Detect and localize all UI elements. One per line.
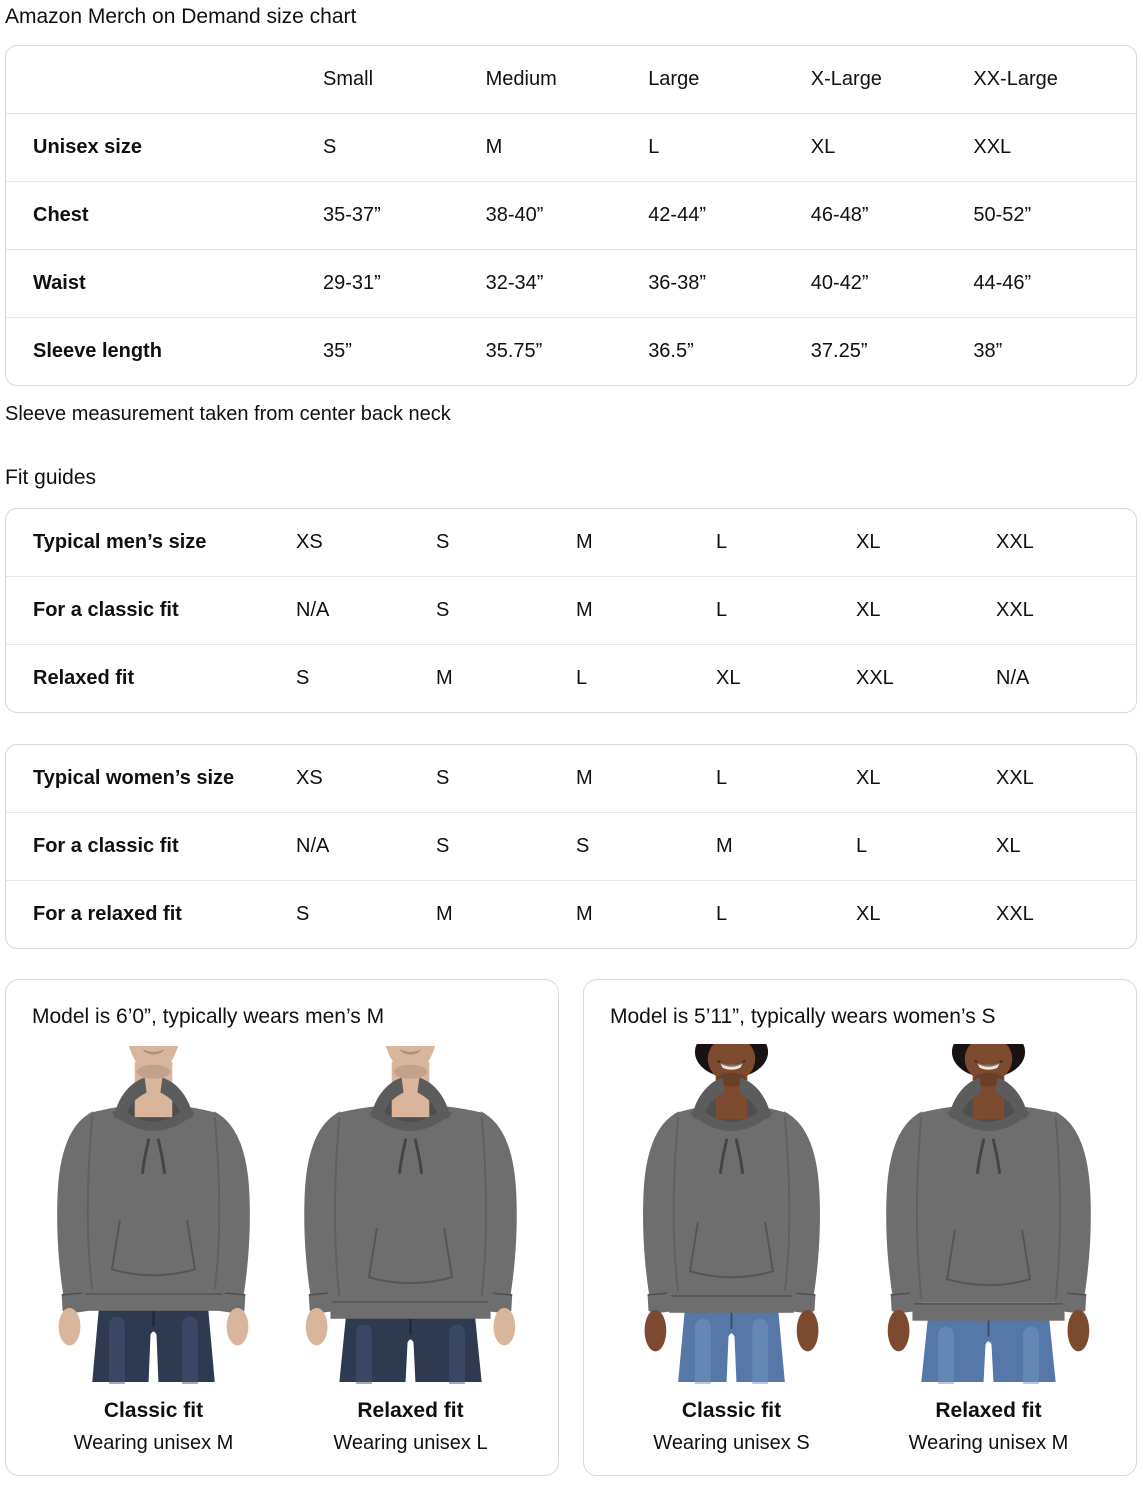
size-cell: XL <box>996 835 1021 857</box>
table-row <box>6 318 1136 386</box>
size-cell: L <box>716 531 728 553</box>
size-cell: M <box>436 903 453 925</box>
size-cell: L <box>716 767 728 789</box>
table-row <box>6 645 1136 713</box>
jeans-wash-left <box>938 1327 954 1384</box>
size-cell: 29-31” <box>323 272 381 294</box>
fit-table-mens <box>5 508 1137 713</box>
hoodie-torso <box>326 1104 494 1301</box>
size-cell: XS <box>296 531 323 553</box>
size-cell: XL <box>856 599 881 621</box>
size-cell: M <box>576 531 593 553</box>
size-cell: XXL <box>996 767 1034 789</box>
size-cell: N/A <box>296 835 330 857</box>
fit-table-womens <box>5 744 1137 949</box>
right-hand <box>493 1308 515 1346</box>
size-cell: XXL <box>996 903 1034 925</box>
size-cell: M <box>436 667 453 689</box>
size-cell: N/A <box>296 599 330 621</box>
table-row <box>6 509 1136 577</box>
row-label: Typical women’s size <box>33 767 235 789</box>
size-cell: 35.75” <box>485 340 543 362</box>
size-cell: L <box>716 599 728 621</box>
size-cell: M <box>576 599 593 621</box>
model-figures-row <box>18 1044 546 1455</box>
figure-caption <box>865 1399 1112 1455</box>
size-cell: 35-37” <box>323 204 381 226</box>
model-card-heading: Model is 5’11”, typically wears women’s S <box>610 1005 996 1028</box>
size-cell: XXL <box>973 136 1012 158</box>
model-figures-row <box>596 1044 1124 1455</box>
table-row <box>6 745 1136 813</box>
figure-caption <box>608 1399 855 1455</box>
jeans-wash-right <box>1023 1327 1039 1384</box>
jeans-wash-left <box>695 1319 711 1384</box>
table-row <box>6 182 1136 250</box>
size-cell: XXL <box>856 667 894 689</box>
size-cell: M <box>576 903 593 925</box>
figure-fit-label: Relaxed fit <box>935 1399 1042 1422</box>
row-label: Relaxed fit <box>33 667 135 689</box>
figure-wearing-label: Wearing unisex M <box>908 1432 1069 1454</box>
model-illustration-svg <box>865 1044 1112 1384</box>
model-figure <box>287 1044 534 1455</box>
size-cell: XL <box>856 903 881 925</box>
jeans-wash-right <box>449 1325 465 1384</box>
left-hand <box>888 1310 910 1351</box>
size-cell: 32-34” <box>485 272 544 294</box>
column-header-large: Large <box>648 68 700 90</box>
jeans-wash-right <box>182 1317 198 1384</box>
hoodie-torso <box>908 1104 1068 1303</box>
hem-band <box>83 1293 223 1311</box>
figure-fit-label: Relaxed fit <box>357 1399 464 1422</box>
size-cell: 36-38” <box>648 272 706 294</box>
row-label: Waist <box>33 272 86 294</box>
size-cell: L <box>716 903 728 925</box>
page-title: Amazon Merch on Demand size chart <box>5 5 357 28</box>
size-cell: S <box>436 599 450 621</box>
model-card-mens <box>5 979 559 1476</box>
size-cell: M <box>485 136 503 158</box>
size-cell: 36.5” <box>648 340 694 362</box>
model-illustration-svg <box>287 1044 534 1384</box>
size-cell: XL <box>716 667 741 689</box>
sleeve-measurement-note: Sleeve measurement taken from center back neck <box>5 403 451 425</box>
size-cell: S <box>323 136 337 158</box>
figure-fit-label: Classic fit <box>681 1399 782 1422</box>
table-row <box>6 881 1136 949</box>
column-header-xlarge: X-Large <box>810 68 882 90</box>
size-cell: XS <box>296 767 323 789</box>
size-cell: 42-44” <box>648 204 706 226</box>
model-illustration-svg <box>608 1044 855 1384</box>
hem-band <box>669 1295 793 1313</box>
size-cell: 38-40” <box>485 204 544 226</box>
right-hand <box>227 1308 249 1346</box>
table-row <box>6 114 1136 182</box>
size-cell: M <box>576 767 593 789</box>
model-cards <box>5 979 1137 1476</box>
size-cell: 37.25” <box>810 340 868 362</box>
model-card-heading: Model is 6’0”, typically wears men’s M <box>32 1005 385 1028</box>
size-cell: 40-42” <box>810 272 869 294</box>
model-card-womens <box>583 979 1137 1476</box>
row-label: Sleeve length <box>33 340 162 362</box>
size-cell: M <box>716 835 733 857</box>
size-chart-table <box>5 45 1137 386</box>
model-photo-relaxed-female <box>865 1044 1112 1384</box>
hoodie-torso <box>665 1104 798 1295</box>
size-cell: S <box>436 767 450 789</box>
size-chart <box>6 46 1136 385</box>
size-cell: L <box>648 136 660 158</box>
size-cell: S <box>436 835 450 857</box>
right-hand <box>1068 1310 1090 1351</box>
column-header-blank <box>6 46 323 114</box>
row-label: For a classic fit <box>33 599 179 621</box>
figure-caption <box>287 1399 534 1455</box>
hem-band <box>912 1303 1064 1321</box>
figure-caption <box>30 1399 277 1455</box>
hem-band <box>330 1301 490 1319</box>
size-cell: 46-48” <box>810 204 869 226</box>
row-label: For a classic fit <box>33 835 179 857</box>
table-row <box>6 813 1136 881</box>
model-illustration-svg <box>30 1044 277 1384</box>
header-row <box>6 46 1136 114</box>
left-hand <box>645 1310 667 1351</box>
model-photo-relaxed-male <box>287 1044 534 1384</box>
model-figure <box>30 1044 277 1455</box>
size-cell: S <box>296 667 310 689</box>
size-cell: 38” <box>973 340 1003 362</box>
model-photo-classic-female <box>608 1044 855 1384</box>
size-cell: S <box>296 903 310 925</box>
size-cell: 35” <box>323 340 352 362</box>
right-hand <box>797 1310 819 1351</box>
fit-guides-heading: Fit guides <box>5 466 97 489</box>
size-cell: N/A <box>996 667 1030 689</box>
figure-wearing-label: Wearing unisex L <box>333 1432 488 1454</box>
size-cell: S <box>576 835 590 857</box>
model-figure <box>608 1044 855 1455</box>
size-cell: XL <box>856 531 881 553</box>
left-hand <box>306 1308 328 1346</box>
column-header-small: Small <box>323 68 374 90</box>
size-cell: 50-52” <box>973 204 1032 226</box>
size-cell: L <box>576 667 588 689</box>
row-label: Chest <box>33 204 89 226</box>
column-header-medium: Medium <box>485 68 557 90</box>
size-cell: XXL <box>996 531 1034 553</box>
size-cell: S <box>436 531 450 553</box>
model-figure <box>865 1044 1112 1455</box>
size-cell: XL <box>810 136 836 158</box>
model-photo-classic-male <box>30 1044 277 1384</box>
jeans-wash-left <box>356 1325 372 1384</box>
figure-fit-label: Classic fit <box>103 1399 204 1422</box>
table-row <box>6 250 1136 318</box>
row-label: For a relaxed fit <box>33 903 182 925</box>
column-header-xxlarge: XX-Large <box>973 68 1058 90</box>
hoodie-torso <box>79 1104 227 1293</box>
womens-fit-table <box>6 745 1136 948</box>
size-cell: XL <box>856 767 881 789</box>
row-label: Typical men’s size <box>33 531 207 553</box>
figure-wearing-label: Wearing unisex M <box>73 1432 234 1454</box>
table-row <box>6 577 1136 645</box>
chin-shadow <box>394 1065 428 1079</box>
size-cell: 44-46” <box>973 272 1032 294</box>
jeans-wash-left <box>109 1317 125 1384</box>
size-cell: XXL <box>996 599 1034 621</box>
figure-wearing-label: Wearing unisex S <box>653 1432 810 1454</box>
jeans-wash-right <box>752 1319 768 1384</box>
chin-shadow <box>137 1065 171 1079</box>
size-cell: L <box>856 835 868 857</box>
row-label: Unisex size <box>33 136 142 158</box>
mens-fit-table <box>6 509 1136 712</box>
left-hand <box>59 1308 81 1346</box>
